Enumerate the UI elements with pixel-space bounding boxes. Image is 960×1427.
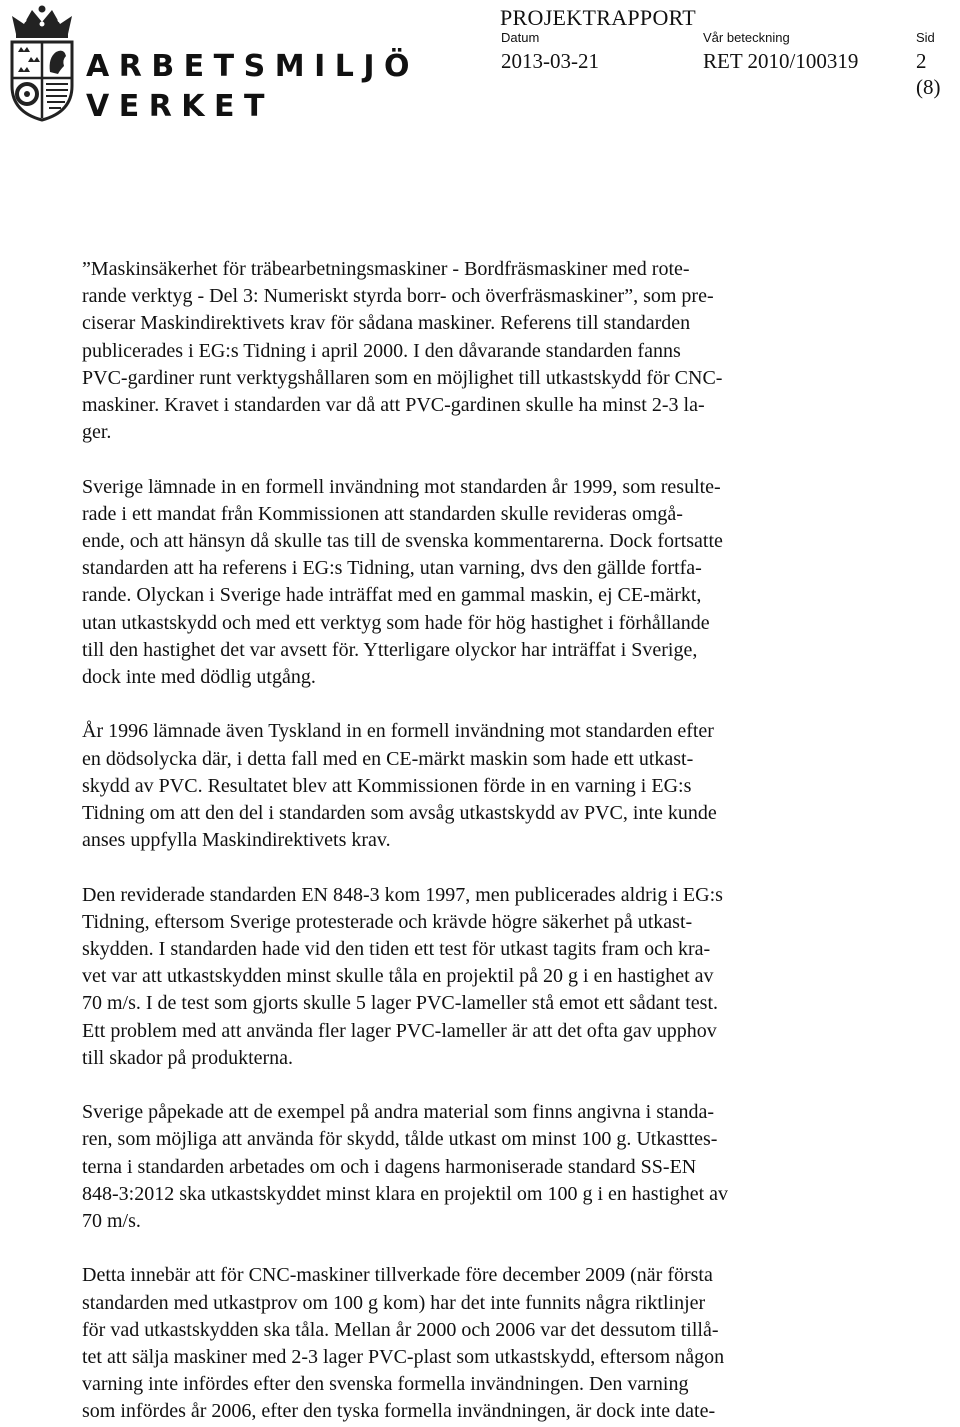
page-number: 2 (8) bbox=[916, 49, 941, 99]
body-paragraph: År 1996 lämnade även Tyskland in en formell invändning mot standarden efter en dödsolycka där, i detta fall med en CE-märkt maskin som hade ett utkast- skydd av PVC. Resultatet blev att Kommissionen förde in en varning i EG:s Tidning om att den del i standarden som avsåg utkastskydd av PVC, inte kunde anses uppfylla Maskindirektivets krav. bbox=[82, 720, 717, 852]
logo-wordmark-line1: ARBETSMILJÖ bbox=[86, 49, 420, 84]
reference-value: RET 2010/100319 bbox=[703, 49, 859, 73]
coat-of-arms-icon bbox=[4, 4, 80, 122]
logo-wordmark-line2: VERKET bbox=[86, 89, 275, 124]
body-paragraph: Den reviderade standarden EN 848-3 kom 1997, men publicerades aldrig i EG:s Tidning, eftersom Sverige protesterade och krävde högre säkerhet på utkast- skydden. I standarden hade vid den tiden ett test för utkast tagits fram och kra- vet var att utkastskydden minst skulle tåla en projektil på 20 g i en hastighet av 70 m/s. I de test som gjorts skulle 5 lager PVC-lameller stå emot ett sådant test. Ett problem med att använda fler lager PVC-lameller är att det ofta gav upphov till skador på produkterna. bbox=[82, 883, 723, 1069]
body-paragraph: Detta innebär att för CNC-maskiner tillverkade före december 2009 (när första standarden med utkastprov om 100 g kom) har det inte funnits några riktlinjer för vad utkastskydden ska tåla. Mellan år 2000 och 2006 var det dessutom tillå- tet att sälja maskiner med 2-3 lager PVC-plast som utkastskydd, eftersom någon varning inte infördes efter den svenska formella invändningen. Den varning som infördes år 2006, efter den tyska formella invändningen, är dock inte date- bbox=[82, 1264, 725, 1423]
agency-logo bbox=[4, 4, 420, 124]
document-type: PROJEKTRAPPORT bbox=[500, 5, 697, 30]
page-label: Sid bbox=[916, 30, 935, 45]
date-label: Datum bbox=[501, 30, 540, 45]
body-paragraph: Sverige påpekade att de exempel på andra material som finns angivna i standa- ren, som möjliga att använda för skydd, tålde utkast om minst 100 g. Utkasttes- terna i standarden arbetades om och i dagens harmoniserade standard SS-EN 848-3:2012 ska utkastskyddet minst klara en projektil om 100 g i en hastighet av 70 m/s. bbox=[82, 1101, 729, 1233]
date-value: 2013-03-21 bbox=[501, 49, 599, 73]
body-paragraph: Sverige lämnade in en formell invändning mot standarden år 1999, som resulte- rade i ett mandat från Kommissionen att standarden skulle revideras omgå- ende, och att hänsyn då skulle tas till de svenska kommentarerna. Dock fortsatte standarden att ha referens i EG:s Tidning, utan varning, dvs den gällde fortfa- rande. Olyckan i Sverige hade inträffat med en gammal maskin, ej CE-märkt, utan utkastskydd och med ett verktyg som hade för hög hastighet i förhållande till den hastighet det var avsett för. Ytterligare olyckor har inträffat i Sverige, dock inte med dödlig utgång. bbox=[82, 475, 723, 689]
body-paragraph: ”Maskinsäkerhet för träbearbetningsmaskiner - Bordfräsmaskiner med rote- rande verktyg - Del 3: Numeriskt styrda borr- och överfräsmaskiner”, som pre- ciserar Maskindirektivets krav för sådana maskiner. Referens till standarden publicerades i EG:s Tidning i april 2000. I den dåvarande standarden fanns PVC-gardiner runt verktygshållaren som en möjlighet till utkastskydd för CNC- maskiner. Kravet i standarden var då att PVC-gardinen skulle ha minst 2-3 la- ger. bbox=[82, 258, 723, 444]
document-header bbox=[500, 4, 956, 99]
reference-label: Vår beteckning bbox=[703, 30, 790, 45]
document-body bbox=[82, 256, 862, 1426]
